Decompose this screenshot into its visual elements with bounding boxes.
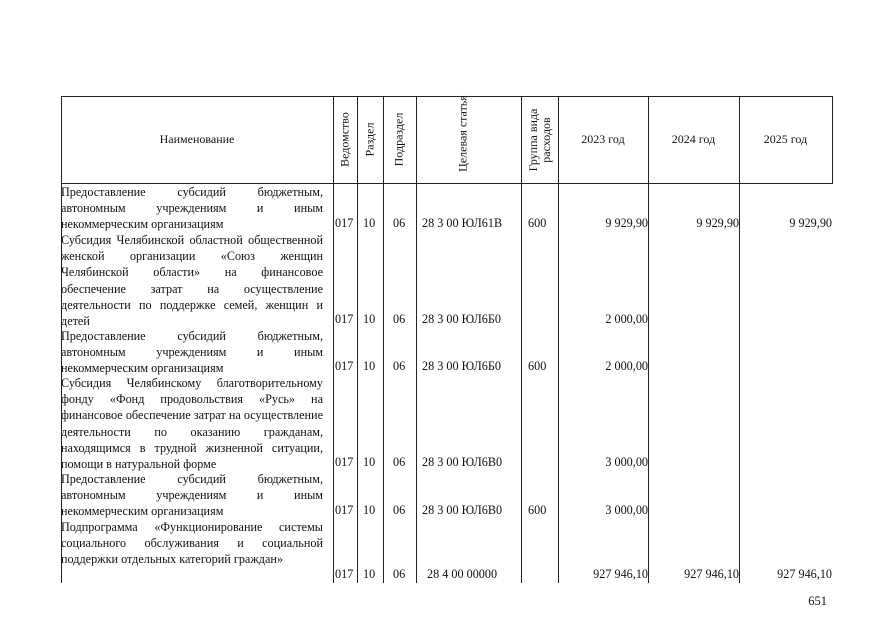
row-dept: 017 (335, 503, 354, 517)
row-section: 10 (363, 359, 376, 373)
header-name: Наименование (159, 132, 235, 146)
row-dept: 017 (335, 216, 354, 230)
row-subsection: 06 (393, 503, 406, 517)
row-dept: 017 (335, 359, 354, 373)
row-2023: 927 946,10 (593, 567, 648, 581)
row-section: 10 (363, 503, 376, 517)
row-group: 600 (528, 216, 547, 230)
row-2023: 2 000,00 (605, 359, 648, 373)
row-2025: 927 946,10 (777, 567, 832, 581)
row-target: 28 4 00 00000 (427, 567, 498, 581)
row-2023: 2 000,00 (605, 312, 648, 326)
col-border-subsection (416, 96, 417, 583)
header-section: Раздел (362, 122, 377, 157)
row-target: 28 3 00 ЮЛ6В0 (422, 455, 503, 469)
col-border-right (832, 96, 833, 183)
row-2023: 3 000,00 (605, 503, 648, 517)
row-name: Субсидия Челябинской областной общественной женской организации «Союз женщин Челябинской области» на финансовое обеспечение затрат на осуществление деятельности по поддержке семей, женщин и детей (61, 233, 323, 329)
row-2024: 927 946,10 (684, 567, 739, 581)
budget-table (61, 96, 833, 583)
row-dept: 017 (335, 312, 354, 326)
row-subsection: 06 (393, 216, 406, 230)
col-border-section (383, 96, 384, 583)
row-2025: 9 929,90 (789, 216, 832, 230)
row-2023: 9 929,90 (605, 216, 648, 230)
row-subsection: 06 (393, 312, 406, 326)
header-subsection: Подраздел (391, 112, 406, 167)
row-target: 28 3 00 ЮЛ61В (422, 216, 503, 230)
row-section: 10 (363, 312, 376, 326)
row-target: 28 3 00 ЮЛ6В0 (422, 503, 503, 517)
row-name: Предоставление субсидий бюджетным, автономным учреждениям и иным некоммерческим организациям (61, 329, 323, 376)
row-section: 10 (363, 567, 376, 581)
header-2024: 2024 год (671, 132, 716, 146)
row-2023: 3 000,00 (605, 455, 648, 469)
page-number: 651 (808, 594, 827, 608)
col-border-target (521, 96, 522, 583)
row-2024: 9 929,90 (696, 216, 739, 230)
col-border-dept (357, 96, 358, 583)
col-border-name (333, 96, 334, 583)
header-target-article: Целевая статья (455, 95, 470, 172)
row-group: 600 (528, 503, 547, 517)
header-expense-group: Группа вида расходов (526, 108, 553, 172)
row-target: 28 3 00 ЮЛ6Б0 (422, 312, 501, 326)
row-section: 10 (363, 455, 376, 469)
row-dept: 017 (335, 567, 354, 581)
row-subsection: 06 (393, 567, 406, 581)
row-name: Подпрограмма «Функционирование системы социального обслуживания и социальной поддержки отдельных категорий граждан» (61, 520, 323, 567)
header-2025: 2025 год (763, 132, 808, 146)
row-subsection: 06 (393, 455, 406, 469)
header-2023: 2023 год (581, 132, 625, 146)
row-name: Предоставление субсидий бюджетным, автономным учреждениям и иным некоммерческим организациям (61, 185, 323, 232)
row-name: Предоставление субсидий бюджетным, автономным учреждениям и иным некоммерческим организациям (61, 472, 323, 519)
row-target: 28 3 00 ЮЛ6Б0 (422, 359, 501, 373)
row-section: 10 (363, 216, 376, 230)
row-group: 600 (528, 359, 547, 373)
row-subsection: 06 (393, 359, 406, 373)
row-name: Субсидия Челябинскому благотворительному фонду «Фонд продовольствия «Русь» на финансовое обеспечение затрат на осуществление деятельности по оказанию гражданам, находящимся в трудной жизненной ситуации, помощи в натуральной форме (61, 376, 323, 472)
row-dept: 017 (335, 455, 354, 469)
header-dept: Ведомство (337, 112, 352, 167)
